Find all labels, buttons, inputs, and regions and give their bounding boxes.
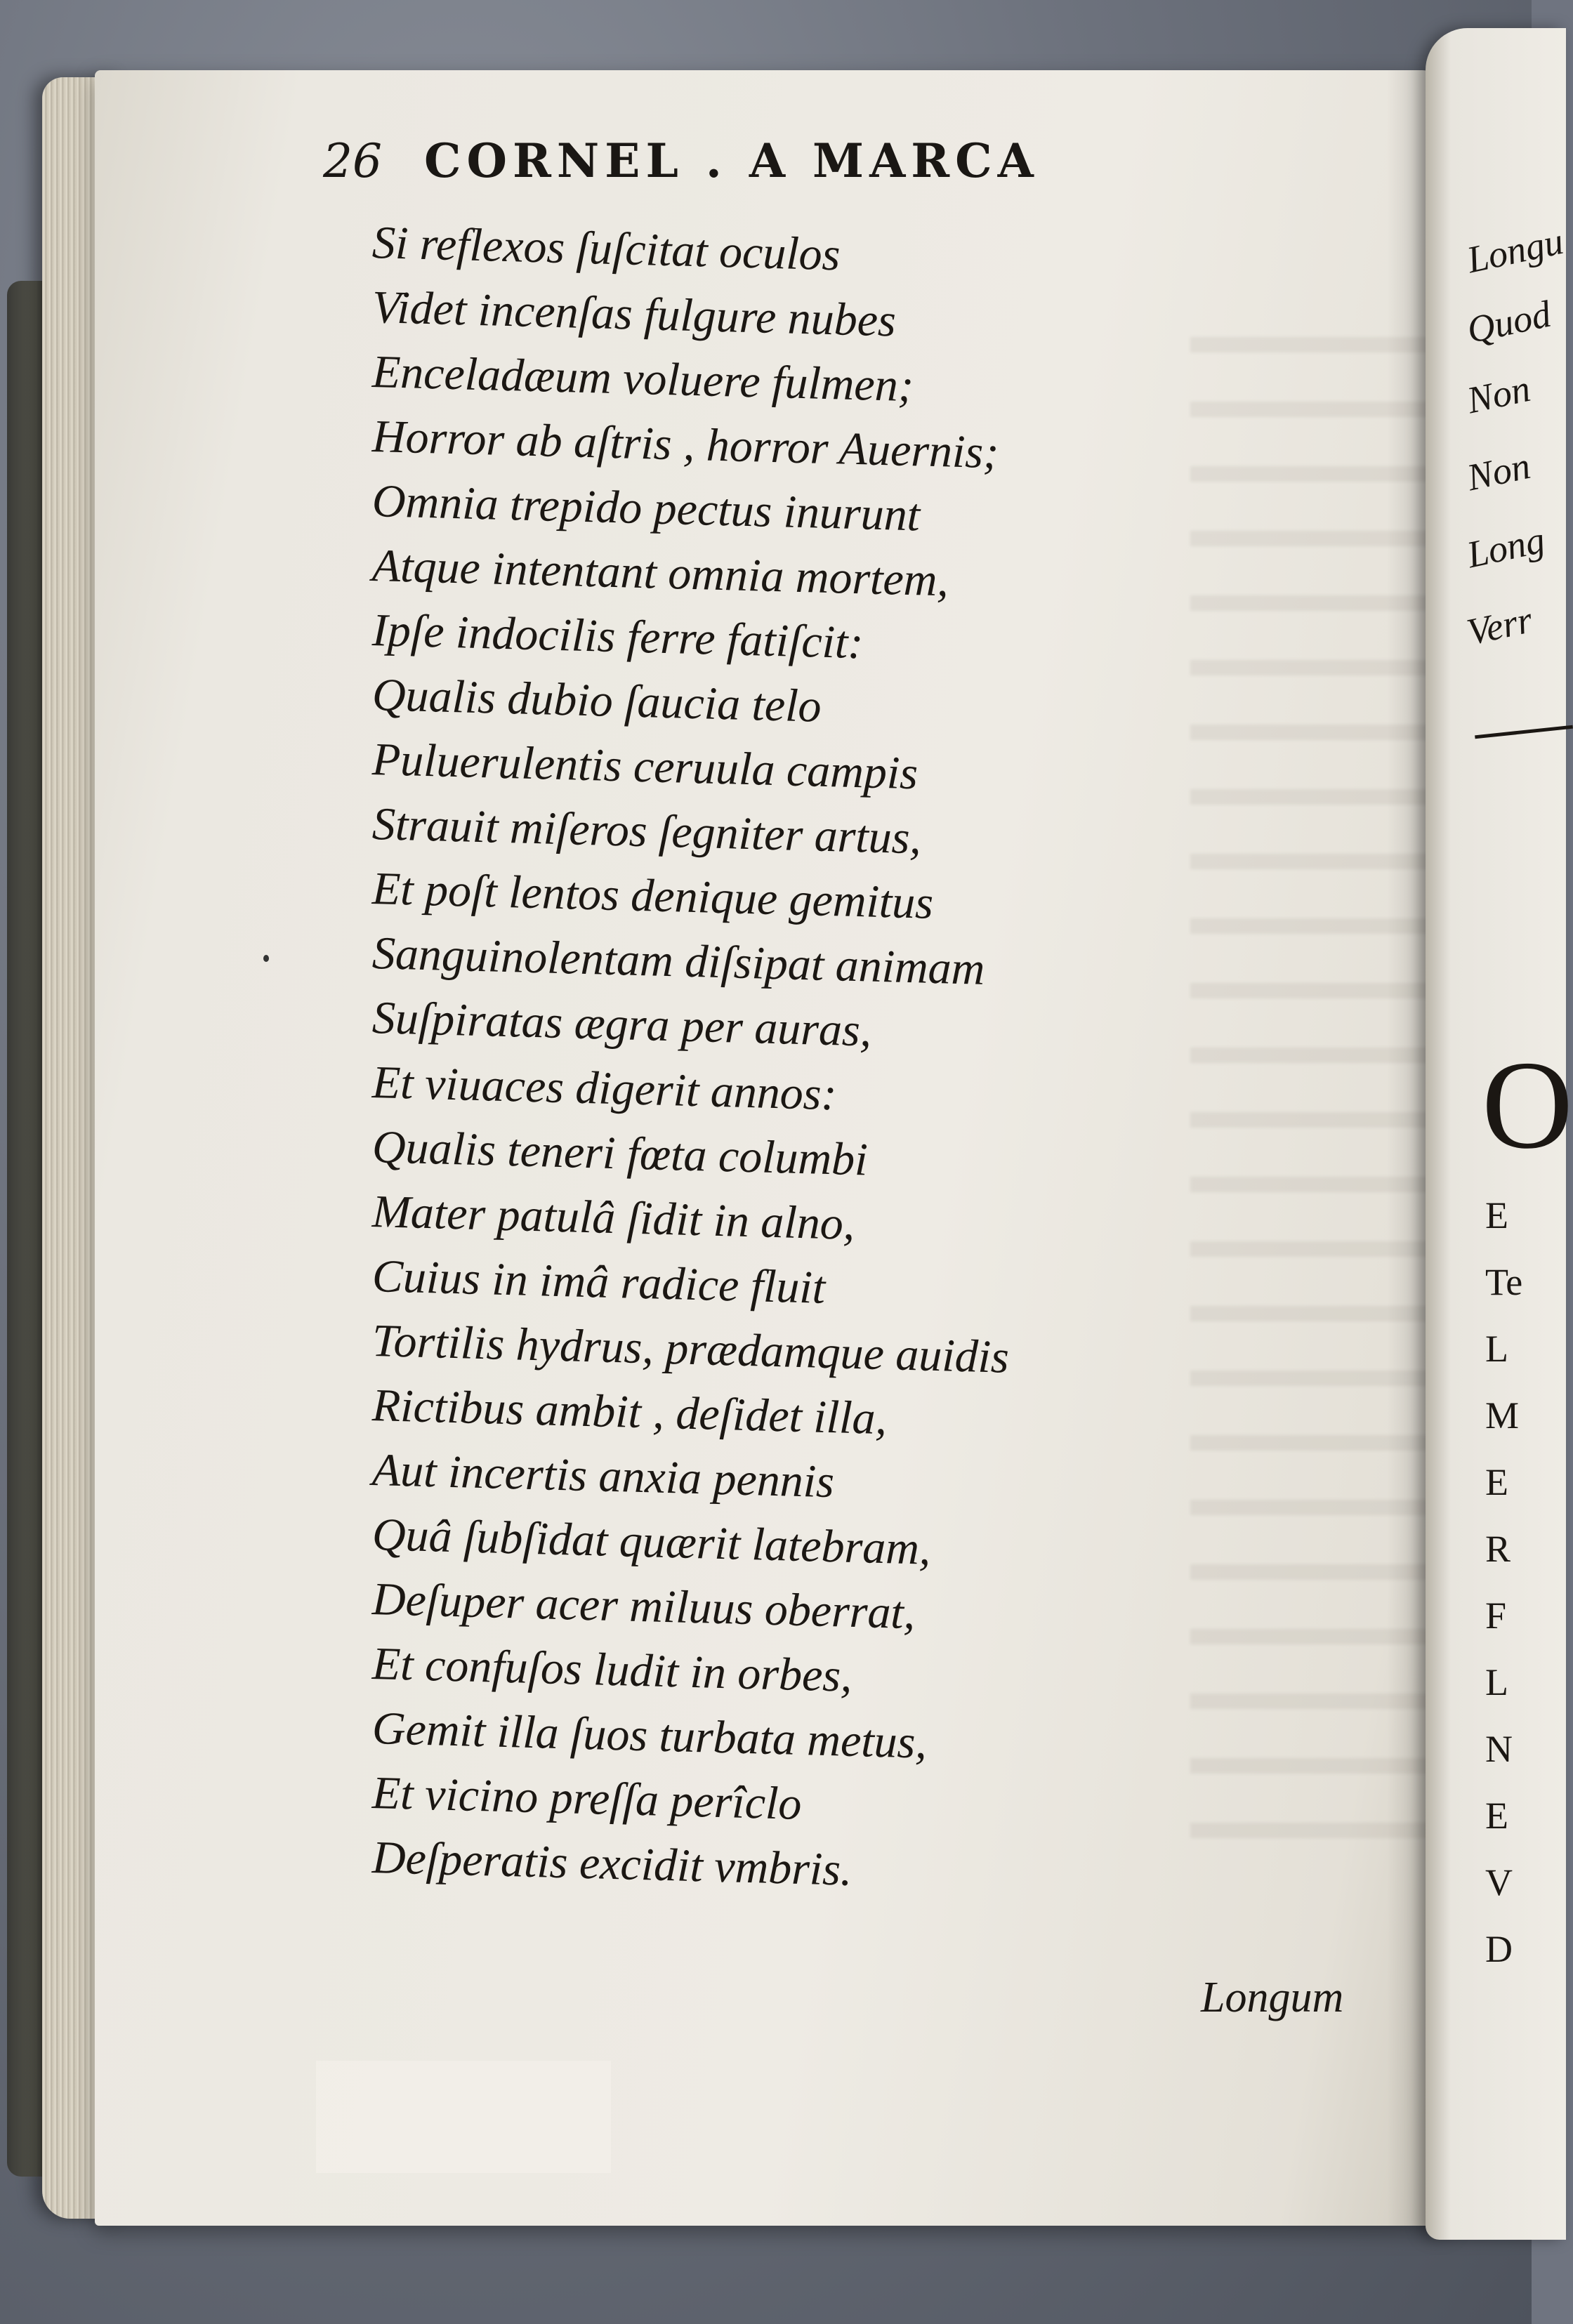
- verse-line: Omnia trepido pectus inurunt: [371, 475, 921, 541]
- verse-line: Strauit miſeros ſegniter artus,: [371, 798, 922, 864]
- recto-line: Long: [1463, 518, 1548, 576]
- recto-rule: [1475, 725, 1573, 739]
- recto-letter: R: [1485, 1528, 1511, 1570]
- verse-line: Sanguinolentam diſsipat animam: [371, 927, 986, 995]
- verse-line: Tortilis hydrus, prædamque auidis: [371, 1315, 1010, 1383]
- verse-line: Videt incenſas fulgure nubes: [371, 282, 897, 347]
- running-head: [323, 133, 1039, 188]
- recto-letter: E: [1485, 1194, 1508, 1236]
- verse-line: Aut incertis anxia pennis: [371, 1444, 835, 1508]
- poem-text: [371, 211, 1215, 1896]
- verse-line: Mater patulâ ſidit in alno,: [371, 1186, 856, 1250]
- verse-line: Enceladæum voluere fulmen;: [371, 346, 914, 412]
- verse-line: Qualis dubio ſaucia telo: [371, 669, 822, 732]
- verse-line: Puluerulentis ceruula campis: [371, 734, 919, 800]
- recto-letter: M: [1485, 1394, 1520, 1437]
- recto-line: Verr: [1463, 598, 1536, 654]
- verse-line: Ipſe indocilis ferre fatiſcit:: [371, 605, 864, 669]
- verse-line: Gemit illa ſuos turbata metus,: [371, 1703, 928, 1769]
- verse-line: Suſpiratas ægra per auras,: [371, 992, 873, 1057]
- verse-line: Rictibus ambit , deſidet illa,: [371, 1380, 888, 1445]
- recto-letter: V: [1485, 1861, 1513, 1903]
- recto-letter: L: [1485, 1661, 1508, 1703]
- verse-line: Et poſt lentos denique gemitus: [371, 863, 934, 929]
- recto-letter: Te: [1485, 1261, 1523, 1303]
- ink-speck: [263, 955, 269, 962]
- verse-line: Atque intentant omnia mortem,: [371, 540, 949, 607]
- page-number: 26: [323, 134, 382, 188]
- verse-line: Et confuſos ludit in orbes,: [371, 1638, 853, 1702]
- recto-letter: F: [1485, 1595, 1507, 1637]
- recto-letter: L: [1485, 1328, 1508, 1370]
- recto-letter: D: [1485, 1928, 1513, 1970]
- recto-line: Non: [1463, 367, 1534, 422]
- recto-letter: N: [1485, 1728, 1513, 1770]
- verse-line: Deſuper acer miluus oberrat,: [371, 1573, 916, 1639]
- running-title: CORNEL . A MARCA: [423, 133, 1039, 188]
- recto-page-edge: [1426, 28, 1573, 2240]
- recto-letter: E: [1485, 1795, 1508, 1837]
- verse-line: Qualis teneri fœta columbi: [371, 1121, 869, 1186]
- paper-sticker: [316, 2061, 611, 2173]
- recto-line: Longu: [1463, 219, 1567, 282]
- verse-line: Et vicino preſſa perîclo: [371, 1767, 803, 1830]
- verse-line: Cuius in imâ radice fluit: [371, 1250, 827, 1314]
- verse-line: Deſperatis excidit vmbris.: [371, 1832, 853, 1896]
- recto-letter: E: [1485, 1461, 1508, 1503]
- verse-line: Horror ab aſtris , horror Auernis;: [371, 411, 1000, 479]
- catchword: Longum: [1201, 1974, 1344, 2021]
- verse-line: Quâ ſubſidat quærit latebram,: [371, 1509, 932, 1575]
- recto-line: Non: [1463, 444, 1534, 499]
- recto-drop-initial: O: [1482, 1035, 1573, 1175]
- verse-line: Si reflexos ſuſcitat oculos: [371, 217, 841, 281]
- recto-line: Quod: [1463, 292, 1555, 352]
- verse-line: Et viuaces digerit annos:: [371, 1057, 838, 1121]
